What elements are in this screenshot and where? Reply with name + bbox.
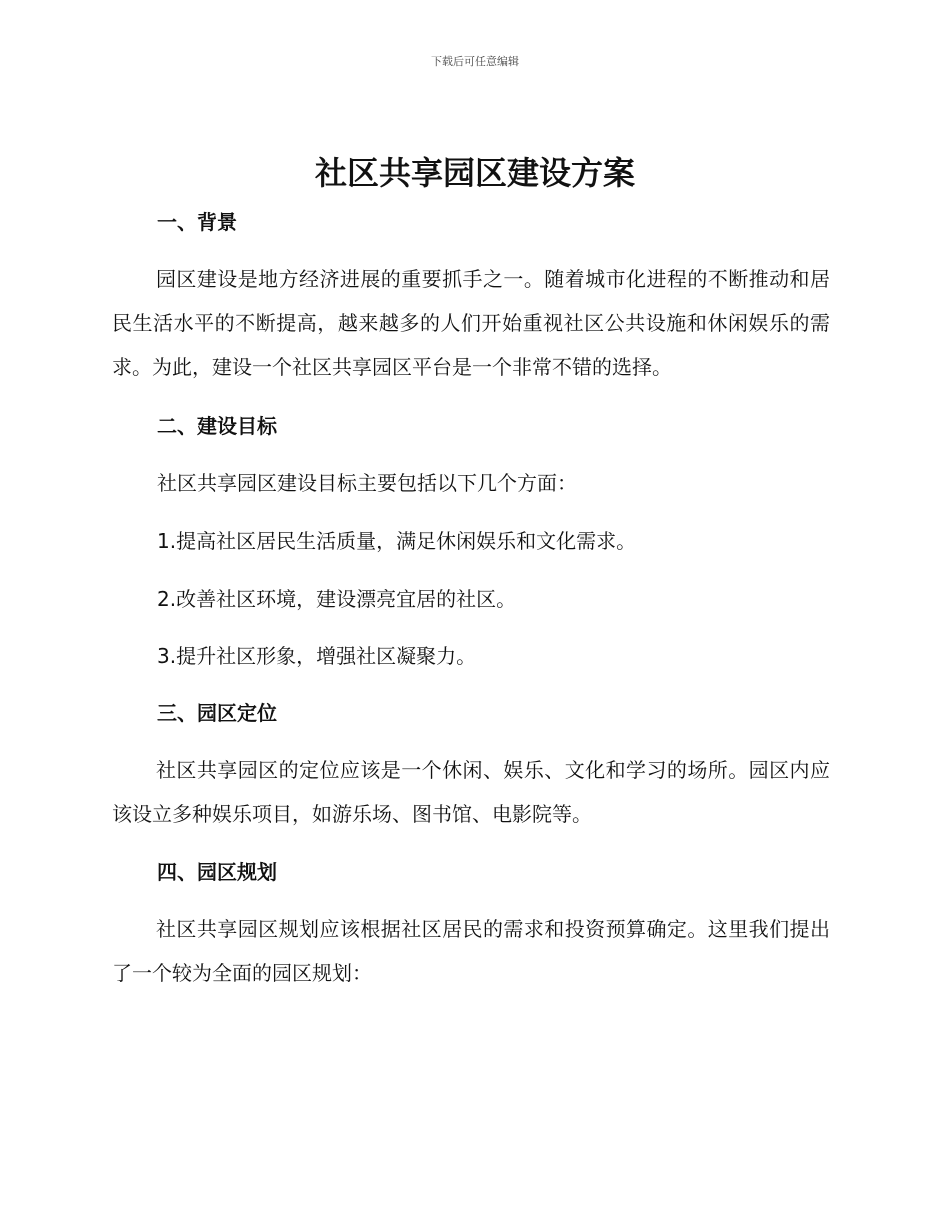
section-paragraph-positioning: 社区共享园区的定位应该是一个休闲、娱乐、文化和学习的场所。园区内应该设立多种娱乐项目，如游乐场、图书馆、电影院等。 xyxy=(112,758,830,826)
goals-intro: 社区共享园区建设目标主要包括以下几个方面： xyxy=(157,471,577,495)
goal-item-3: 3.提升社区形象，增强社区凝聚力。 xyxy=(157,644,477,668)
section-heading-goals: 二、建设目标 xyxy=(157,414,277,438)
document-title: 社区共享园区建设方案 xyxy=(314,154,635,192)
section-heading-planning: 四、园区规划 xyxy=(157,860,277,884)
goal-item-2: 2.改善社区环境，建设漂亮宜居的社区。 xyxy=(157,587,517,611)
section-heading-positioning: 三、园区定位 xyxy=(157,701,277,725)
section-paragraph-planning: 社区共享园区规划应该根据社区居民的需求和投资预算确定。这里我们提出了一个较为全面的园区规划： xyxy=(112,917,830,985)
goal-item-1: 1.提高社区居民生活质量，满足休闲娱乐和文化需求。 xyxy=(157,529,637,553)
section-paragraph-background: 园区建设是地方经济进展的重要抓手之一。随着城市化进程的不断推动和居民生活水平的不断提高，越来越多的人们开始重视社区公共设施和休闲娱乐的需求。为此，建设一个社区共享园区平台是一个非常不错的选择。 xyxy=(112,267,830,379)
section-heading-background: 一、背景 xyxy=(157,210,237,234)
header-note: 下载后可任意编辑 xyxy=(431,55,519,68)
